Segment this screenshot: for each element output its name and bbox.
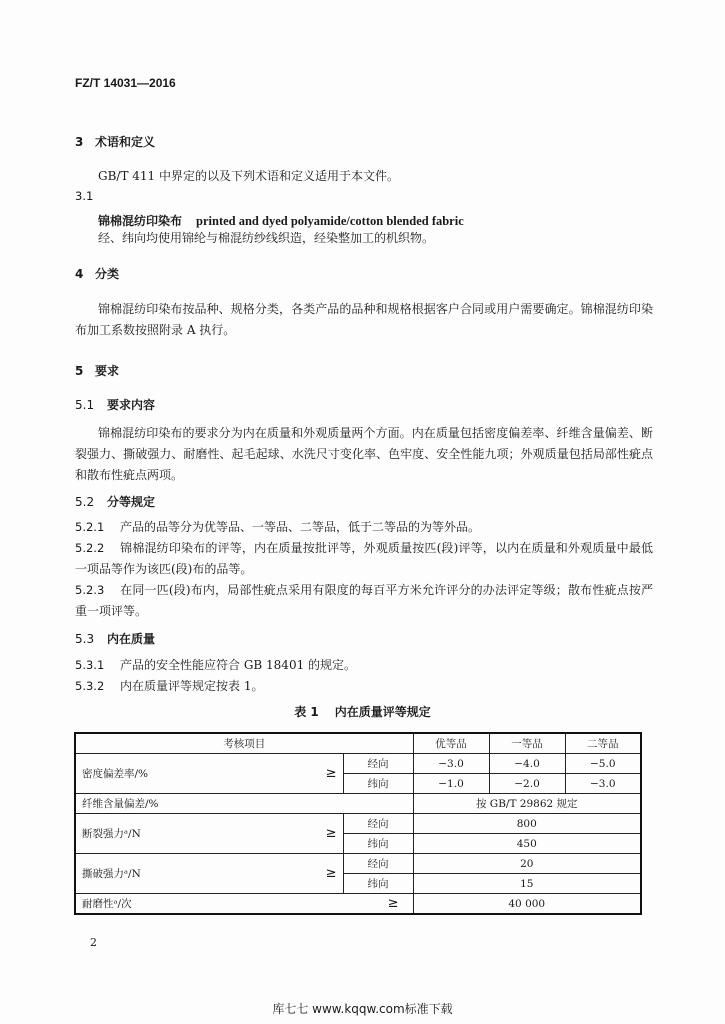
- clause-3-1-number: 3.1: [75, 189, 94, 203]
- footer-watermark: 库七七 www.kqqw.com标准下载: [272, 1002, 453, 1016]
- section-title: 分类: [95, 267, 120, 281]
- direction-weft: 纬向: [343, 774, 413, 794]
- subsection-5-1-heading: [75, 396, 155, 413]
- direction-warp: 经向: [343, 854, 413, 874]
- density-weft-second: −3.0: [565, 774, 641, 794]
- clause-number: 5.3.1: [75, 658, 105, 672]
- density-weft-superior: −1.0: [413, 774, 489, 794]
- tearing-label: 撕破强力ᵃ/N: [75, 854, 293, 894]
- standard-code: FZ/T 14031—2016: [75, 76, 176, 90]
- abrasion-value: 40 000: [413, 894, 641, 915]
- clause-number: 5.2.3: [75, 583, 105, 597]
- section-number: 3: [75, 135, 84, 149]
- ge-symbol: ≥: [293, 814, 343, 854]
- subsection-number: 5.3: [75, 632, 95, 646]
- subsection-number: 5.1: [75, 398, 95, 412]
- subsection-5-2-heading: [75, 493, 155, 510]
- direction-weft: 纬向: [343, 874, 413, 894]
- table-row: [75, 894, 641, 915]
- fiber-label: 纤维含量偏差/%: [75, 794, 413, 814]
- table-row: [75, 854, 641, 874]
- term-entry: [98, 210, 464, 229]
- direction-warp: 经向: [343, 814, 413, 834]
- breaking-label: 断裂强力ᵃ/N: [75, 814, 293, 854]
- section-5-heading: [75, 362, 119, 379]
- header-item: 考核项目: [75, 733, 413, 754]
- density-label: 密度偏差率/%: [75, 754, 293, 794]
- section-number: 4: [75, 267, 84, 281]
- table-label: 表 1: [294, 705, 319, 719]
- table-caption: 内在质量评等规定: [334, 705, 431, 719]
- page-number: 2: [90, 936, 97, 949]
- ge-symbol: ≥: [343, 894, 413, 915]
- clause-text: 内在质量评等规定按表 1。: [120, 679, 264, 693]
- clause-text: 在同一匹(段)布内，局部性疵点采用有限度的每百平方米允许评分的办法评定等级；散布性疵点按严重一项评等。: [75, 583, 653, 618]
- section-title: 要求: [95, 364, 120, 378]
- subsection-5-1-text: 锦棉混纺印染布的要求分为内在质量和外观质量两个方面。内在质量包括密度偏差率、纤维含量偏差、断裂强力、撕破强力、耐磨性、起毛起球、水洗尺寸变化率、色牢度、安全性能九项；外观质量包括局部性疵点和散布性疵点两项。: [75, 426, 653, 482]
- table-header-row: [75, 733, 641, 754]
- section-4-heading: [75, 265, 119, 282]
- subsection-title: 分等规定: [107, 495, 156, 509]
- clause-5-3-2: [75, 676, 653, 697]
- subsection-5-3-heading: [75, 630, 155, 647]
- clause-text: 产品的品等分为优等品、一等品、二等品，低于二等品的为等外品。: [120, 520, 481, 534]
- section-3-intro: GB/T 411 中界定的以及下列术语和定义适用于本文件。: [98, 169, 399, 183]
- ge-symbol: ≥: [293, 754, 343, 794]
- table-title: [0, 703, 725, 720]
- ge-symbol: ≥: [293, 854, 343, 894]
- clause-5-2-3: [75, 580, 653, 622]
- breaking-warp-value: 800: [413, 814, 641, 834]
- term-english: printed and dyed polyamide/cotton blended fabric: [196, 214, 464, 228]
- clause-5-3-1: [75, 655, 653, 676]
- section-title: 术语和定义: [95, 135, 156, 149]
- header-grade-first: 一等品: [489, 733, 565, 754]
- density-warp-superior: −3.0: [413, 754, 489, 774]
- density-warp-second: −5.0: [565, 754, 641, 774]
- quality-grading-table: [74, 732, 642, 915]
- direction-warp: 经向: [343, 754, 413, 774]
- clause-5-2-1: [75, 517, 653, 538]
- header-grade-second: 二等品: [565, 733, 641, 754]
- section-number: 5: [75, 364, 84, 378]
- term-definition: 经、纬向均使用锦纶与棉混纺纱线织造，经染整加工的机织物。: [98, 231, 435, 245]
- header-grade-superior: 优等品: [413, 733, 489, 754]
- subsection-title: 内在质量: [107, 632, 156, 646]
- section-3-heading: [75, 133, 155, 150]
- density-warp-first: −4.0: [489, 754, 565, 774]
- clause-number: 5.3.2: [75, 679, 105, 693]
- clause-number: 5.2.1: [75, 520, 105, 534]
- clause-number: 5.2.2: [75, 541, 105, 555]
- clause-text: 产品的安全性能应符合 GB 18401 的规定。: [120, 658, 357, 672]
- table-row: [75, 754, 641, 774]
- clause-5-2-2: [75, 538, 653, 580]
- tearing-warp-value: 20: [413, 854, 641, 874]
- table-row: [75, 794, 641, 814]
- subsection-number: 5.2: [75, 495, 95, 509]
- direction-weft: 纬向: [343, 834, 413, 854]
- term-chinese: 锦棉混纺印染布: [98, 214, 183, 228]
- density-weft-first: −2.0: [489, 774, 565, 794]
- fiber-value: 按 GB/T 29862 规定: [413, 794, 641, 814]
- table-row: [75, 814, 641, 834]
- subsection-title: 要求内容: [107, 398, 156, 412]
- clause-text: 锦棉混纺印染布的评等，内在质量按批评等，外观质量按匹(段)评等，以内在质量和外观质量中最低一项品等作为该匹(段)布的品等。: [75, 541, 653, 576]
- tearing-weft-value: 15: [413, 874, 641, 894]
- section-4-text: 锦棉混纺印染布按品种、规格分类，各类产品的品种和规格根据客户合同或用户需要确定。锦棉混纺印染布加工系数按照附录 A 执行。: [75, 302, 653, 337]
- breaking-weft-value: 450: [413, 834, 641, 854]
- abrasion-label: 耐磨性ᵃ/次: [75, 894, 343, 915]
